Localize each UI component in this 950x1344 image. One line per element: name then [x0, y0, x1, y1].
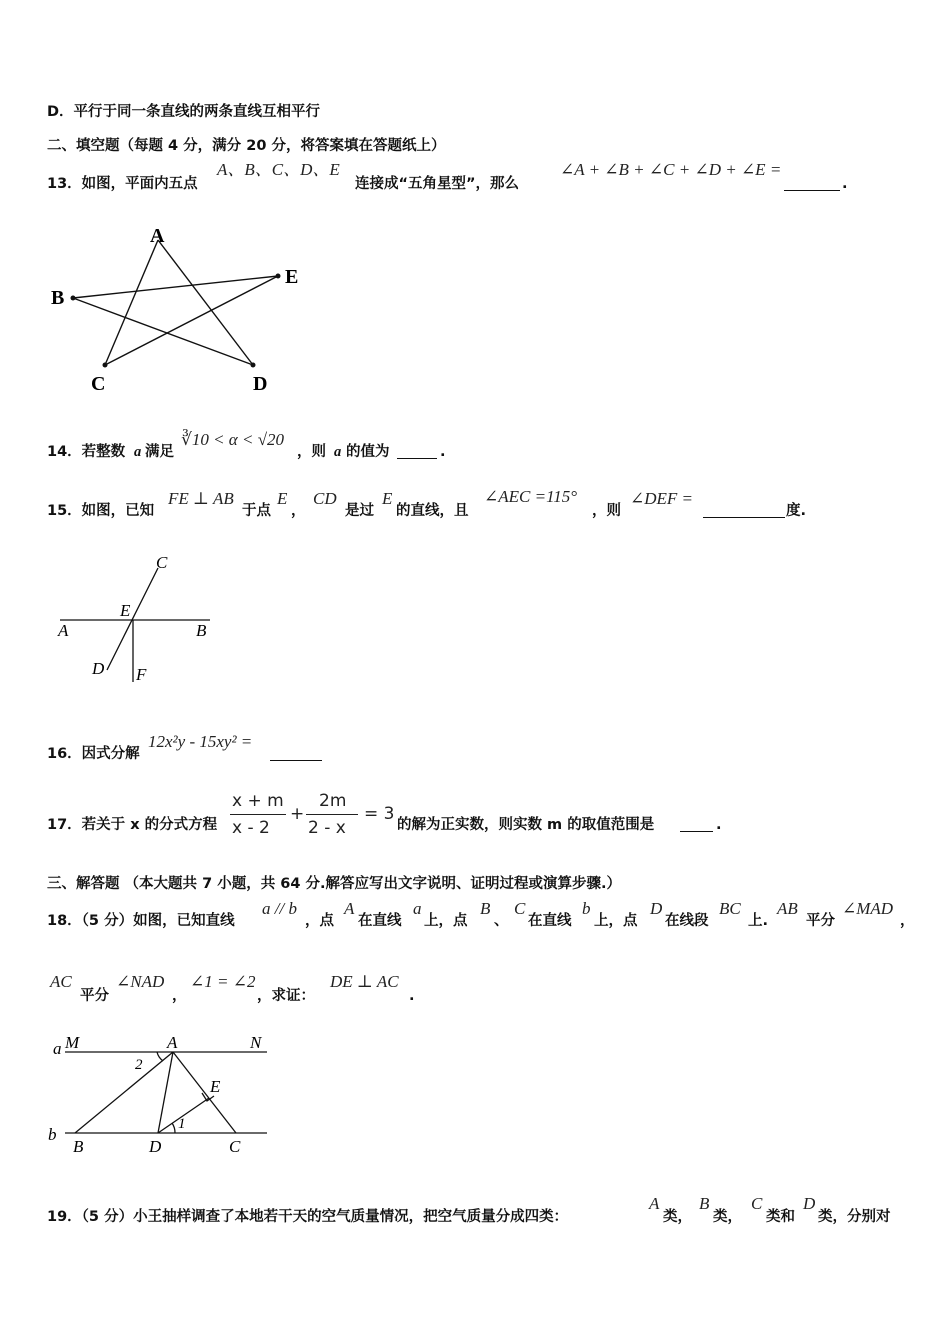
q14-expression: ∛10 < α < √20 [181, 430, 285, 449]
star-edge-ce [105, 276, 278, 365]
q19-t2: 类， [713, 1209, 742, 1225]
q13-expression: ∠A + ∠B + ∠C + ∠D + ∠E = [560, 160, 782, 179]
q19-prefix: 19．（5 分）小王抽样调查了本地若干天的空气质量情况，把空气质量分成四类： [47, 1209, 569, 1225]
q18-point-d: D [650, 899, 663, 918]
fig18-label-m: M [65, 1033, 80, 1052]
q13-prefix: 13．如图，平面内五点 [47, 176, 198, 192]
star-edge-be [73, 276, 278, 298]
q19-class-b: B [699, 1194, 710, 1213]
q14-then: ，则 [297, 444, 326, 460]
q18-l2-t1: 平分 [80, 988, 109, 1004]
fig15-label-c: C [156, 553, 168, 572]
fig18-label-b: B [73, 1137, 84, 1156]
q14-variable-2: a [334, 444, 342, 460]
section-title-solve: 三、解答题 （本大题共 7 小题，共 64 分.解答应写出文字说明、证明过程或演算步骤.） [47, 876, 622, 892]
point-e-dot [276, 274, 281, 279]
star-edge-bd [73, 298, 253, 365]
q13-end: . [842, 176, 848, 192]
q18-de-perp-ac: DE ⊥ AC [330, 972, 399, 991]
q18-ab: AB [777, 899, 798, 918]
fig18-label-2: 2 [135, 1057, 143, 1073]
fig18-label-c: C [229, 1137, 241, 1156]
q16-answer-blank [270, 760, 322, 761]
fig18-label-b-line: b [48, 1125, 57, 1144]
q18-prefix: 18．（5 分）如图，已知直线 [47, 913, 235, 929]
star-label-a: A [150, 225, 165, 247]
q18-line-b: b [582, 899, 591, 918]
q15-t3: 是过 [345, 503, 374, 519]
option-d: D．平行于同一条直线的两条直线互相平行 [47, 104, 321, 120]
q18-angle-nad: ∠NAD [116, 972, 165, 991]
q15-cd: CD [313, 489, 337, 508]
q17-denominator-2: 2 - x [308, 818, 346, 838]
pentagram-figure [40, 222, 320, 402]
q16-expression: 12x²y - 15xy² = [148, 732, 253, 751]
q18-t6: 上，点 [594, 913, 638, 929]
q17-numerator-1: x + m [232, 791, 284, 811]
q15-angle-def: ∠DEF = [630, 489, 694, 508]
q16-prefix: 16．因式分解 [47, 746, 140, 762]
q19-t1: 类， [663, 1209, 692, 1225]
q18-t4: 、 [494, 913, 509, 929]
q15-prefix: 15．如图，已知 [47, 503, 155, 519]
angle-1-arc [172, 1123, 175, 1133]
q17-prefix: 17．若关于 x 的分式方程 [47, 817, 218, 833]
fig18-label-e: E [210, 1077, 221, 1096]
q15-fe-perp-ab: FE ⊥ AB [168, 489, 234, 508]
q18-t9: 平分 [806, 913, 835, 929]
fig15-label-f: F [136, 665, 147, 684]
q18-l2-t3: ，求证： [257, 988, 315, 1004]
q17-suffix: 的解为正实数，则实数 m 的取值范围是 [397, 817, 655, 833]
q18-segment-bc: BC [719, 899, 741, 918]
segment-ab [75, 1052, 173, 1133]
star-label-d: D [253, 373, 268, 395]
q15-e: E [382, 489, 393, 508]
parallel-lines-figure [45, 1030, 285, 1160]
q15-t5: ，则 [592, 503, 621, 519]
q17-numerator-2: 2m [319, 791, 347, 811]
q18-line-a: a [413, 899, 422, 918]
point-d-dot [251, 363, 256, 368]
q13-middle: 连接成“五角星型”，那么 [355, 176, 520, 192]
q14-variable: a [134, 444, 142, 460]
q17-end: . [716, 817, 722, 833]
fig18-label-n: N [250, 1033, 262, 1052]
q19-class-a: A [649, 1194, 660, 1213]
fig15-label-a: A [58, 621, 69, 640]
q14-answer-blank [397, 458, 437, 459]
q19-class-c: C [751, 1194, 763, 1213]
star-label-b: B [51, 287, 65, 309]
fig15-label-e: E [120, 601, 131, 620]
star-edge-ac [105, 240, 158, 365]
q18-l2-t2: ， [172, 988, 187, 1004]
star-edge-ad [158, 240, 253, 365]
q18-a-parallel-b: a // b [262, 899, 297, 918]
q13-points: A、B、C、D、E [217, 160, 340, 179]
q18-t8: 上. [748, 913, 769, 929]
q18-t10: ， [900, 913, 915, 929]
q15-t2: ， [291, 503, 306, 519]
q15-angle-aec: ∠AEC =115° [484, 487, 578, 506]
fig15-label-b: B [196, 621, 207, 640]
q18-t2: 在直线 [358, 913, 402, 929]
q17-answer-blank [680, 831, 713, 832]
q18-t5: 在直线 [528, 913, 572, 929]
angle-2-arc [157, 1052, 163, 1061]
q17-denominator-1: x - 2 [232, 818, 270, 838]
q18-l2-t4: . [409, 988, 415, 1004]
q18-t1: ，点 [305, 913, 334, 929]
q18-angle-mad: ∠MAD [842, 899, 894, 918]
q18-angle-equality: ∠1 = ∠2 [190, 972, 256, 991]
q18-t3: 上，点 [424, 913, 468, 929]
q15-point-e: E [277, 489, 288, 508]
q14-mid: 满足 [145, 444, 174, 460]
section-title-fill-in: 二、填空题（每题 4 分，满分 20 分，将答案填在答题纸上） [47, 138, 446, 154]
q15-t6: 度. [786, 503, 807, 519]
q19-class-d: D [803, 1194, 816, 1213]
q13-answer-blank [784, 190, 840, 191]
q19-t3: 类和 [766, 1209, 795, 1225]
q19-t4: 类，分别对 [818, 1209, 891, 1225]
q14-prefix: 14．若整数 [47, 444, 126, 460]
fig18-label-a: A [167, 1033, 178, 1052]
q17-plus: + [290, 804, 305, 824]
fig18-label-a-line: a [53, 1039, 62, 1058]
point-b-dot [71, 296, 76, 301]
q18-point-b: B [480, 899, 491, 918]
fig18-label-d: D [149, 1137, 162, 1156]
fig18-label-1: 1 [178, 1116, 186, 1132]
q17-fraction-bar-1 [230, 814, 286, 815]
q15-t4: 的直线，且 [396, 503, 469, 519]
star-label-c: C [91, 373, 106, 395]
q18-t7: 在线段 [665, 913, 709, 929]
q18-point-a: A [344, 899, 355, 918]
q15-answer-blank [703, 517, 785, 518]
q14-value-of: 的值为 [346, 444, 390, 460]
q17-fraction-bar-2 [306, 814, 358, 815]
q17-equals-three: = 3 [364, 804, 395, 824]
star-label-e: E [285, 266, 299, 288]
perpendicular-figure [50, 550, 230, 690]
fig15-label-d: D [92, 659, 105, 678]
point-c-dot [103, 363, 108, 368]
q18-point-c: C [514, 899, 526, 918]
q14-end: . [440, 444, 446, 460]
segment-ad [158, 1052, 173, 1133]
q18-ac: AC [50, 972, 72, 991]
q15-t1: 于点 [242, 503, 271, 519]
